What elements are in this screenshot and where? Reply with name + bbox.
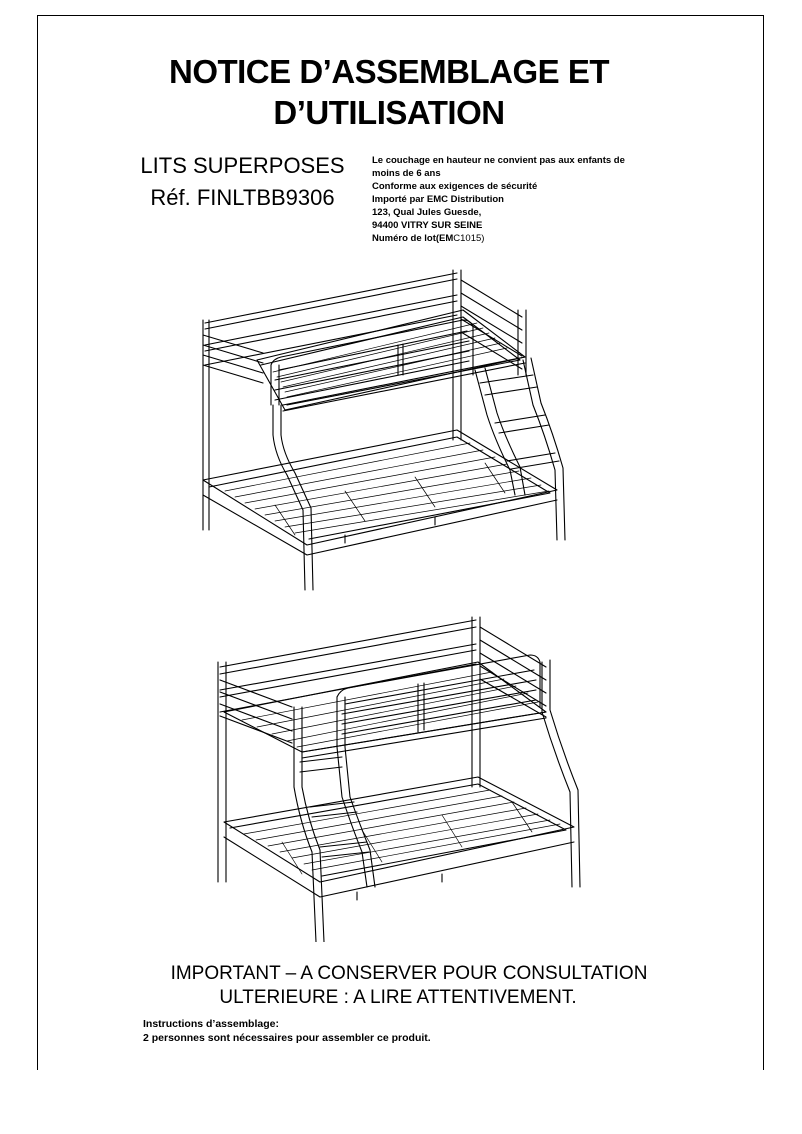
info-line-2: moins de 6 ans: [372, 168, 441, 179]
lot-number-suffix: C1015): [453, 233, 485, 244]
info-line-3: Conforme aux exigences de sécurité: [372, 181, 538, 192]
document-title-line1: NOTICE D’ASSEMBLAGE ET: [168, 53, 610, 90]
important-notice-line2: ULTERIEURE : A LIRE ATTENTIVEMENT.: [219, 987, 577, 1008]
product-info: [372, 154, 672, 245]
instructions-heading: Instructions d’assemblage:: [143, 1018, 279, 1030]
info-line-4: Importé par EMC Distribution: [372, 194, 504, 205]
lot-number-prefix: Numéro de lot(EM: [372, 233, 454, 244]
info-line-1: Le couchage en hauteur ne convient pas aux enfants de: [372, 155, 625, 166]
important-notice-line1: IMPORTANT – A CONSERVER POUR CONSULTATION: [170, 963, 648, 984]
bunk-bed-illustration-ladder-left: [212, 612, 584, 942]
instructions-note: 2 personnes sont nécessaires pour assembler ce produit.: [143, 1032, 431, 1044]
product-block: [120, 150, 365, 214]
info-line-6: 94400 VITRY SUR SEINE: [372, 220, 483, 231]
lot-number: [372, 232, 672, 245]
bunk-bed-illustration-ladder-right: [195, 265, 570, 595]
product-name: LITS SUPERPOSES: [140, 153, 345, 178]
assembly-instructions: [143, 1017, 431, 1045]
document-title-line2: D’UTILISATION: [273, 94, 505, 131]
product-reference: Réf. FINLTBB9306: [150, 185, 335, 210]
info-line-5: 123, Qual Jules Guesde,: [372, 207, 482, 218]
